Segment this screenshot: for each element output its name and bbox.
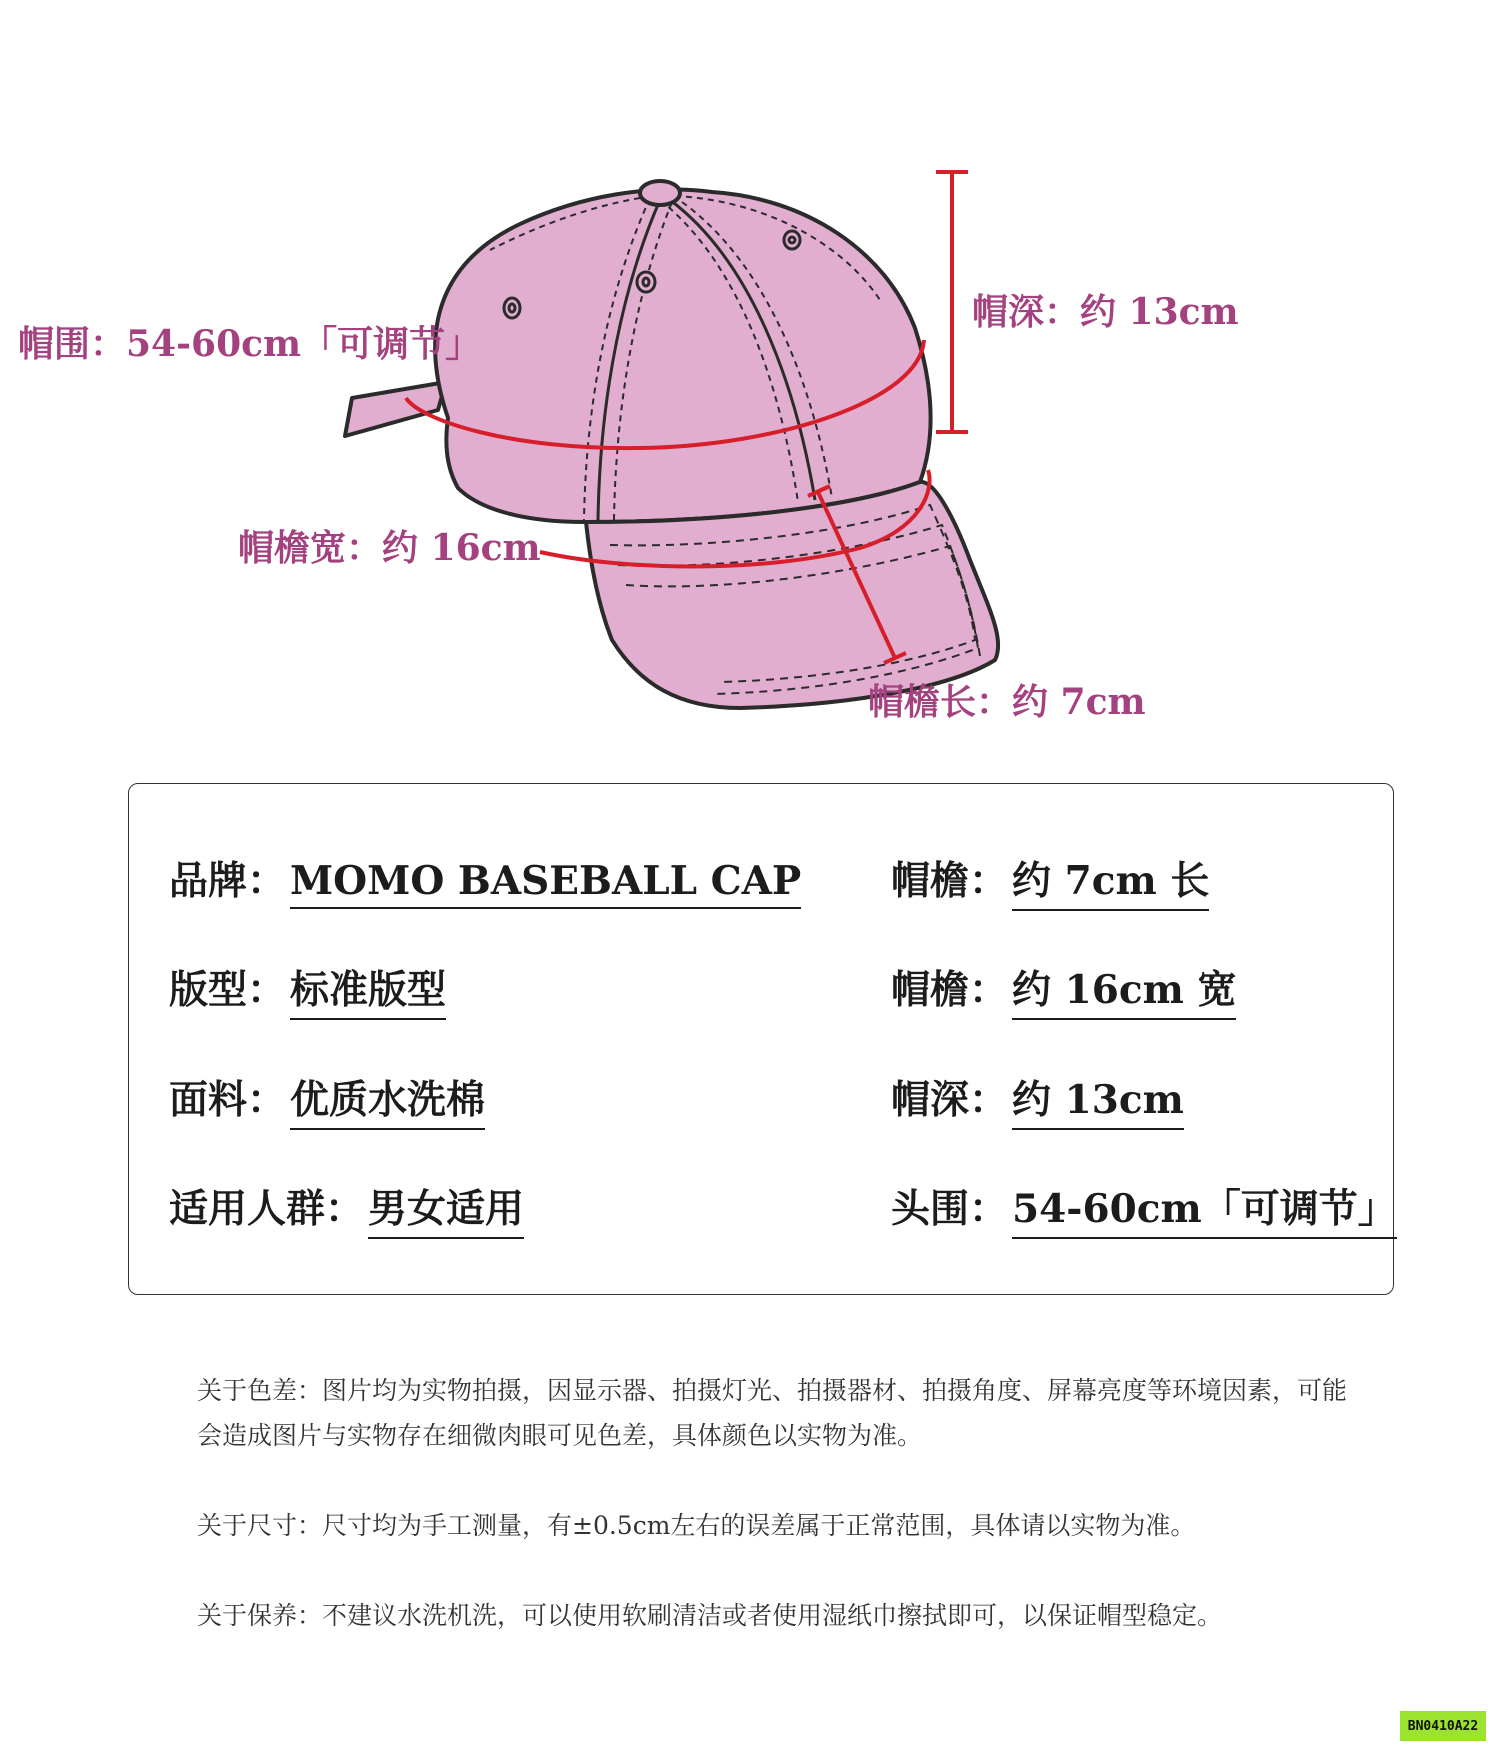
spec-fabric bbox=[169, 1069, 485, 1130]
cap-button bbox=[640, 181, 680, 205]
spec-audience-value: 男女适用 bbox=[368, 1178, 524, 1239]
spec-brim-width bbox=[891, 959, 1236, 1020]
circumference-label: 帽围：54-60cm「可调节」 bbox=[18, 323, 482, 365]
spec-fit-value: 标准版型 bbox=[290, 959, 446, 1020]
product-code-badge: BN0410A22 bbox=[1400, 1711, 1486, 1741]
spec-depth-value: 约 13cm bbox=[1012, 1069, 1184, 1130]
cap-strap bbox=[345, 382, 446, 436]
spec-fabric-value: 优质水洗棉 bbox=[290, 1069, 485, 1130]
spec-brand-value: MOMO BASEBALL CAP bbox=[290, 858, 801, 909]
brim-length-label: 帽檐长：约 7cm bbox=[868, 681, 1146, 723]
spec-fabric-key: 面料： bbox=[169, 1077, 287, 1123]
spec-brim-length-key: 帽檐： bbox=[891, 858, 1009, 904]
notes-section bbox=[197, 1368, 1347, 1683]
color-note: 关于色差：图片均为实物拍摄，因显示器、拍摄灯光、拍摄器材、拍摄角度、屏幕亮度等环境因素，可能会造成图片与实物存在细微肉眼可见色差，具体颜色以实物为准。 bbox=[197, 1376, 1348, 1450]
spec-depth-key: 帽深： bbox=[891, 1077, 1009, 1123]
spec-fit-key: 版型： bbox=[169, 967, 287, 1013]
spec-head-value: 54-60cm「可调节」 bbox=[1012, 1178, 1397, 1239]
depth-line bbox=[936, 172, 968, 432]
spec-audience-key: 适用人群： bbox=[169, 1186, 365, 1232]
care-note: 关于保养：不建议水洗机洗，可以使用软刷清洁或者使用湿纸巾擦拭即可，以保证帽型稳定。 bbox=[197, 1601, 1223, 1630]
brim-width-label: 帽檐宽：约 16cm bbox=[238, 527, 541, 569]
depth-label: 帽深：约 13cm bbox=[972, 291, 1239, 333]
spec-brim-length bbox=[891, 850, 1209, 911]
spec-brim-width-key: 帽檐： bbox=[891, 967, 1009, 1013]
spec-brand-key: 品牌： bbox=[169, 858, 287, 904]
cap-diagram bbox=[0, 0, 1500, 760]
spec-brand bbox=[169, 850, 801, 909]
spec-depth bbox=[891, 1069, 1184, 1130]
spec-head-key: 头围： bbox=[891, 1186, 1009, 1232]
spec-brim-length-value: 约 7cm 长 bbox=[1012, 850, 1209, 911]
spec-brim-width-value: 约 16cm 宽 bbox=[1012, 959, 1236, 1020]
spec-head bbox=[891, 1178, 1397, 1239]
spec-fit bbox=[169, 959, 446, 1020]
spec-audience bbox=[169, 1178, 524, 1239]
spec-box bbox=[128, 783, 1397, 1295]
size-note: 关于尺寸：尺寸均为手工测量，有±0.5cm左右的误差属于正常范围，具体请以实物为准。 bbox=[197, 1511, 1196, 1540]
